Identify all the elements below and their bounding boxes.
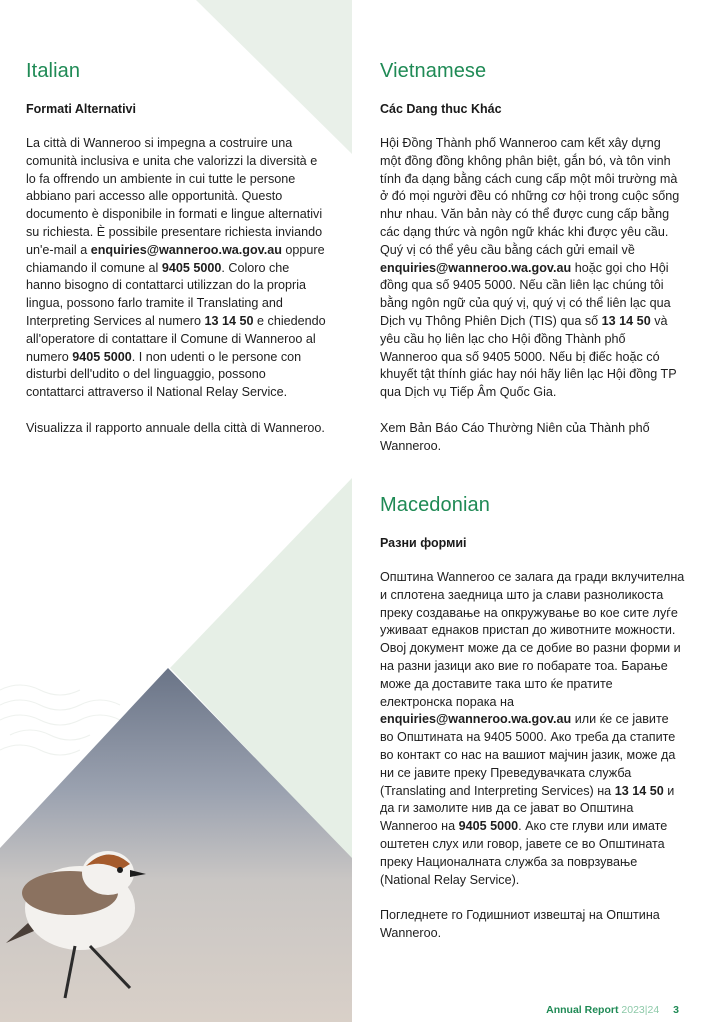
- macedonian-annual-report-text: Погледнете го Годишниот извештај на Општина Wanneroo.: [380, 908, 660, 940]
- italian-phone-2: 9405 5000: [72, 349, 132, 364]
- vietnamese-email-link[interactable]: enquiries@wanneroo.wa.gov.au: [380, 260, 572, 275]
- macedonian-subtitle: Разни формиi: [380, 536, 467, 550]
- italian-paragraph: La città di Wanneroo si impegna a costruire una comunità inclusiva e unita che valorizzi la diversità e lo fa offrendo un ambiente in cui tutte le persone abbiano pari accesso alle opportunità. Questo documento è disponibile in formati e lingue alternativi su richiesta. È possibile presentare richiesta inviando un'e-mail a enquiries@wanneroo.wa.gov.au oppure chiamando il comune al 9405 5000. Coloro che hanno bisogno di contattarci utilizzan do la propria lingua, possono farlo tramite il Translating and Interpreting Services al numero 13 14 50 e chiedendo all'operatore di contattare il Comune di Wanneroo al numero 9405 5000. I non udenti o le persone con disturbi dell'udito o del linguaggio, possono contattarci attraverso il National Relay Service.: [26, 136, 326, 400]
- macedonian-tis-number: 13 14 50: [614, 783, 664, 798]
- footer-year: 2023|24: [621, 1004, 660, 1016]
- vietnamese-paragraph: Hội Đồng Thành phố Wanneroo cam kết xây dựng một đồng đồng không phân biệt, gắn bó, và tôn vinh tính đa dạng bằng cách cung cấp một môi trường mà ở đó mọi người đều có những cơ hội trong cuộc sống như nhau. Văn bản này có thể được cung cấp bằng các dạng thức và ngôn ngữ khác khi được yêu cầu. Quý vị có thể yêu cầu bằng cách gửi email về enquiries@wanneroo.wa.gov.au hoặc gọi cho Hội đồng qua số 9405 5000. Nếu cần liên lạc chúng tôi bằng ngôn ngữ của quý vị, quý vị có thể liên lạc qua Dịch vụ Thông Phiên Dịch (TIS) qua số 13 14 50 và yêu cầu họ liên lạc cho Hội đồng Thành phố Wanneroo qua số 9405 5000. Nếu bị điếc hoặc có khuyết tật thính giác hay nói hãy liên lạc Hội đồng TP qua Dịch vụ Tiếp Âm Quốc Gia.: [380, 136, 680, 400]
- italian-email-link[interactable]: enquiries@wanneroo.wa.gov.au: [90, 242, 282, 257]
- vietnamese-subtitle: Các Dang thuc Khác: [380, 102, 502, 116]
- vietnamese-section: [380, 60, 685, 455]
- page-footer: [546, 1004, 679, 1016]
- macedonian-title: Macedonian: [380, 494, 490, 516]
- page-number: 3: [673, 1004, 679, 1016]
- italian-phone: 9405 5000: [161, 260, 222, 275]
- italian-annual-report-text: Visualizza il rapporto annuale della città di Wanneroo.: [26, 420, 325, 435]
- vietnamese-tis-number: 13 14 50: [601, 313, 651, 328]
- italian-section: [26, 60, 326, 438]
- macedonian-section: [380, 494, 685, 943]
- macedonian-paragraph: Општина Wanneroo се залага да гради вклучителна и сплотена заедница што ја слави разноликоста преку создавање на опкружување во кое сите луѓе уживаат еднаков пристап до животните можности. Овој документ може да се добие во разни форми и на разни јазици ако вие го побарате тоа. Барање може да доставите така што ќе пратите електронска порака на enquiries@wanneroo.wa.gov.au или ќе се јавите во Општината на 9405 5000. Ако треба да стапите во контакт со нас на вашиот мајчин јазик, може да ни се јавите преку Преведувачката служба (Translating and Interpreting Services) на 13 14 50 и да ги замолите нив да се јават во Општина Wanneroo на 9405 5000. Ако сте глуви или имате оштетен слух или говор, јавете се во Општината преку Националната служба за поврзување (National Relay Service).: [380, 570, 685, 887]
- bird-photo: [0, 668, 352, 1022]
- macedonian-phone: 9405 5000: [458, 819, 519, 834]
- macedonian-email-link[interactable]: enquiries@wanneroo.wa.gov.au: [380, 712, 572, 727]
- vietnamese-title: Vietnamese: [380, 60, 487, 82]
- vietnamese-annual-report-text: Xem Bản Báo Cáo Thường Niên của Thành phố Wanneroo.: [380, 420, 650, 453]
- italian-subtitle: Formati Alternativi: [26, 102, 136, 116]
- italian-title: Italian: [26, 60, 81, 82]
- footer-report-label: Annual Report 2023|24: [546, 1004, 660, 1016]
- italian-tis-number: 13 14 50: [204, 313, 254, 328]
